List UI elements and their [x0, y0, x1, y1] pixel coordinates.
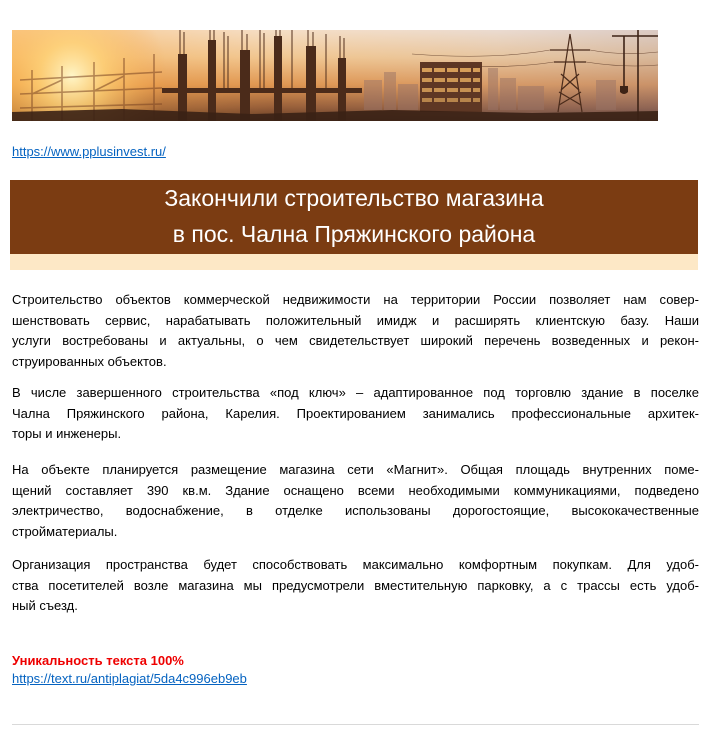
paragraph-line: торы и инженеры.: [12, 426, 122, 442]
paragraph-line: На объекте планируется размещение магазина сети «Магнит». Общая площадь внутренних поме-: [12, 462, 699, 477]
paragraph-line: Организация пространства будет способствовать максимально комфортным покупкам. Для удоб-: [12, 557, 699, 572]
article-title-box: [10, 180, 698, 254]
paragraph-line: струированных объектов.: [12, 354, 167, 370]
crane-hook: [620, 86, 628, 94]
article-title-line: в пос. Чална Пряжинского района: [172, 221, 536, 247]
paragraph-line: щений составляет 390 кв.м. Здание оснащено всеми необходимыми коммуникациями, подведено: [12, 482, 699, 498]
title-accent-strip: [10, 254, 698, 270]
paragraph-line: ный съезд.: [12, 598, 78, 614]
paragraph: [12, 290, 699, 373]
paragraph: [12, 555, 699, 617]
paragraph-line: шенствовать сервис, нарабатывать положительный имидж и расширять клиентскую базу. Наши: [12, 312, 699, 328]
paragraph-line: ства посетителей возле магазина мы предусмотрели вместительную парковку, а с трассы есть удоб-: [12, 577, 699, 593]
building-under-construction: [420, 62, 482, 112]
paragraph-line: электричество, водоснабжение, в отделке использованы дорогостоящие, высококачественные: [12, 503, 699, 519]
paragraph-line: стройматериалы.: [12, 524, 118, 540]
paragraph: [12, 383, 699, 445]
page-divider: [12, 724, 699, 725]
paragraph-line: услуги востребованы и актуальны, о чем свидетельствует широкий перечень возведенных и рекон-: [12, 333, 699, 349]
text-uniqueness-label: Уникальность текста 100%: [12, 653, 184, 668]
paragraph: [12, 460, 699, 543]
paragraph-line: Чална Пряжинского района, Карелия. Проектированием занимались профессиональные архитек-: [12, 405, 699, 421]
website-link[interactable]: https://www.pplusinvest.ru/: [12, 144, 166, 159]
antiplagiat-link[interactable]: https://text.ru/antiplagiat/5da4c996eb9eb: [12, 671, 247, 686]
paragraph-line: В числе завершенного строительства «под ключ» – адаптированное под торговлю здание в поселке: [12, 385, 699, 400]
paragraph-line: Строительство объектов коммерческой недвижимости на территории России позволяет нам совер-: [12, 292, 699, 307]
article-title-line: Закончили строительство магазина: [164, 185, 544, 211]
construction-site-photo: [12, 30, 658, 121]
banner-image: [12, 30, 658, 121]
